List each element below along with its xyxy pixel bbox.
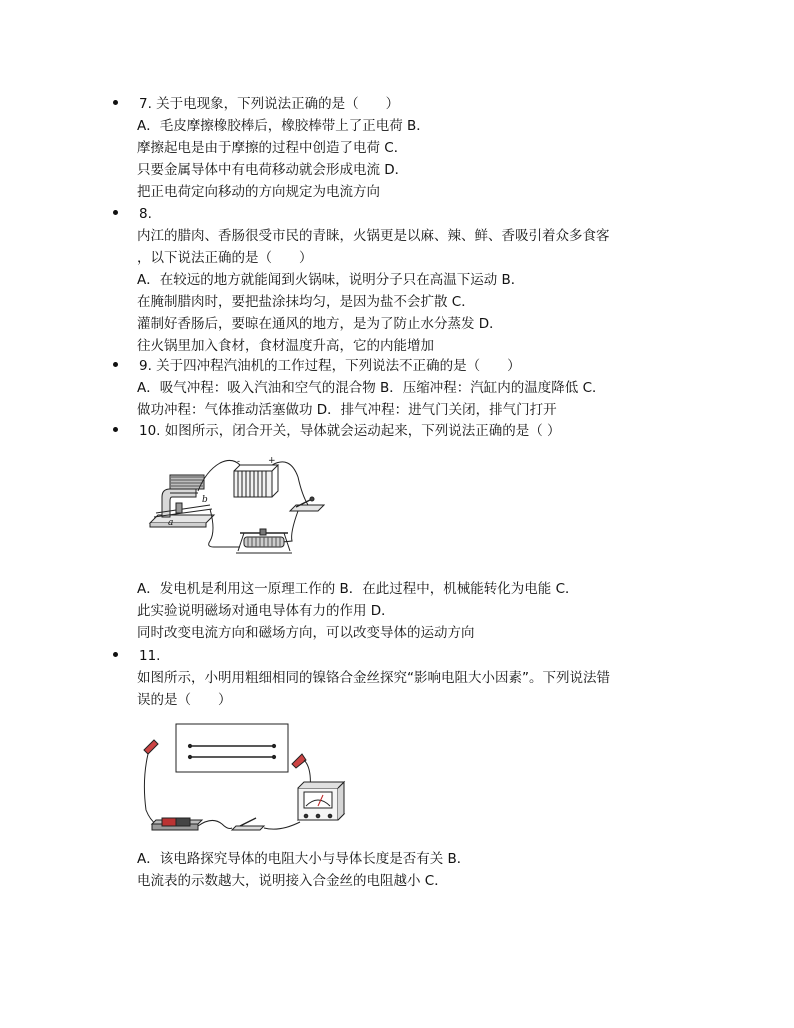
question-7 xyxy=(124,93,684,203)
question-11-stem: 误的是（ ） xyxy=(137,692,232,708)
figure-label-negative: - xyxy=(237,457,241,467)
question-10-option-text: 此实验说明磁场对通电导体有力的作用 D． xyxy=(137,603,395,619)
list-bullet xyxy=(113,210,118,215)
list-bullet xyxy=(113,100,118,105)
question-10-option-text: 同时改变电流方向和磁场方向，可以改变导体的运动方向 xyxy=(137,625,475,641)
question-8-option-text: A．在较远的地方就能闻到火锅味，说明分子只在高温下运动 B． xyxy=(137,272,525,288)
question-10 xyxy=(124,420,684,442)
question-7-option-text: 摩擦起电是由于摩擦的过程中创造了电荷 C． xyxy=(137,140,408,156)
question-9-option-text: A．吸气冲程：吸入汽油和空气的混合物 B．压缩冲程：汽缸内的温度降低 C． xyxy=(137,380,606,396)
question-8-stem: ，以下说法正确的是（ ） xyxy=(137,250,313,266)
question-8-stem: 内江的腊肉、香肠很受市民的青睐，火锅更是以麻、辣、鲜、香吸引着众多食客 xyxy=(137,228,610,244)
figure-label-positive: + xyxy=(268,456,276,466)
question-9-option-text: 做功冲程：气体推动活塞做功 D．排气冲程：进气门关闭，排气门打开 xyxy=(137,402,557,418)
list-bullet xyxy=(113,362,118,367)
question-10-option-text: A．发电机是利用这一原理工作的 B．在此过程中，机械能转化为电能 C． xyxy=(137,581,579,597)
question-7-stem: 7. 关于电现象，下列说法正确的是（ ） xyxy=(139,96,400,112)
resistance-experiment-figure xyxy=(140,720,355,840)
question-11 xyxy=(124,645,684,711)
question-11-option-text: A．该电路探究导体的电阻大小与导体长度是否有关 B． xyxy=(137,851,471,867)
question-8-number: 8. xyxy=(139,206,152,222)
list-bullet xyxy=(113,427,118,432)
question-7-option-text: A．毛皮摩擦橡胶棒后，橡胶棒带上了正电荷 B． xyxy=(137,118,430,134)
question-11-stem: 如图所示，小明用粗细相同的镍铬合金丝探究“影响电阻大小因素”。下列说法错 xyxy=(137,670,610,686)
question-10-stem: 10. 如图所示，闭合开关，导体就会运动起来，下列说法正确的是（ ） xyxy=(139,423,561,439)
question-9-stem: 9. 关于四冲程汽油机的工作过程，下列说法不正确的是（ ） xyxy=(139,358,521,374)
question-8 xyxy=(124,203,684,357)
figure-label-b: b xyxy=(202,495,208,505)
question-8-option-text: 灌制好香肠后，要晾在通风的地方，是为了防止水分蒸发 D． xyxy=(137,316,503,332)
question-10-options xyxy=(124,578,684,644)
question-8-option-text: 在腌制腊肉时，要把盐涂抹均匀，是因为盐不会扩散 C． xyxy=(137,294,475,310)
figure-label-a: a xyxy=(168,518,174,528)
question-11-options xyxy=(124,848,684,892)
motor-experiment-figure xyxy=(140,455,325,567)
question-11-option-text: 电流表的示数越大，说明接入合金丝的电阻越小 C． xyxy=(137,873,448,889)
question-8-option-text: 往火锅里加入食材，食材温度升高，它的内能增加 xyxy=(137,338,434,354)
question-9 xyxy=(124,355,684,421)
question-7-option-text: 把正电荷定向移动的方向规定为电流方向 xyxy=(137,184,380,200)
question-11-number: 11. xyxy=(139,648,161,664)
question-7-option-text: 只要金属导体中有电荷移动就会形成电流 D． xyxy=(137,162,409,178)
list-bullet xyxy=(113,652,118,657)
